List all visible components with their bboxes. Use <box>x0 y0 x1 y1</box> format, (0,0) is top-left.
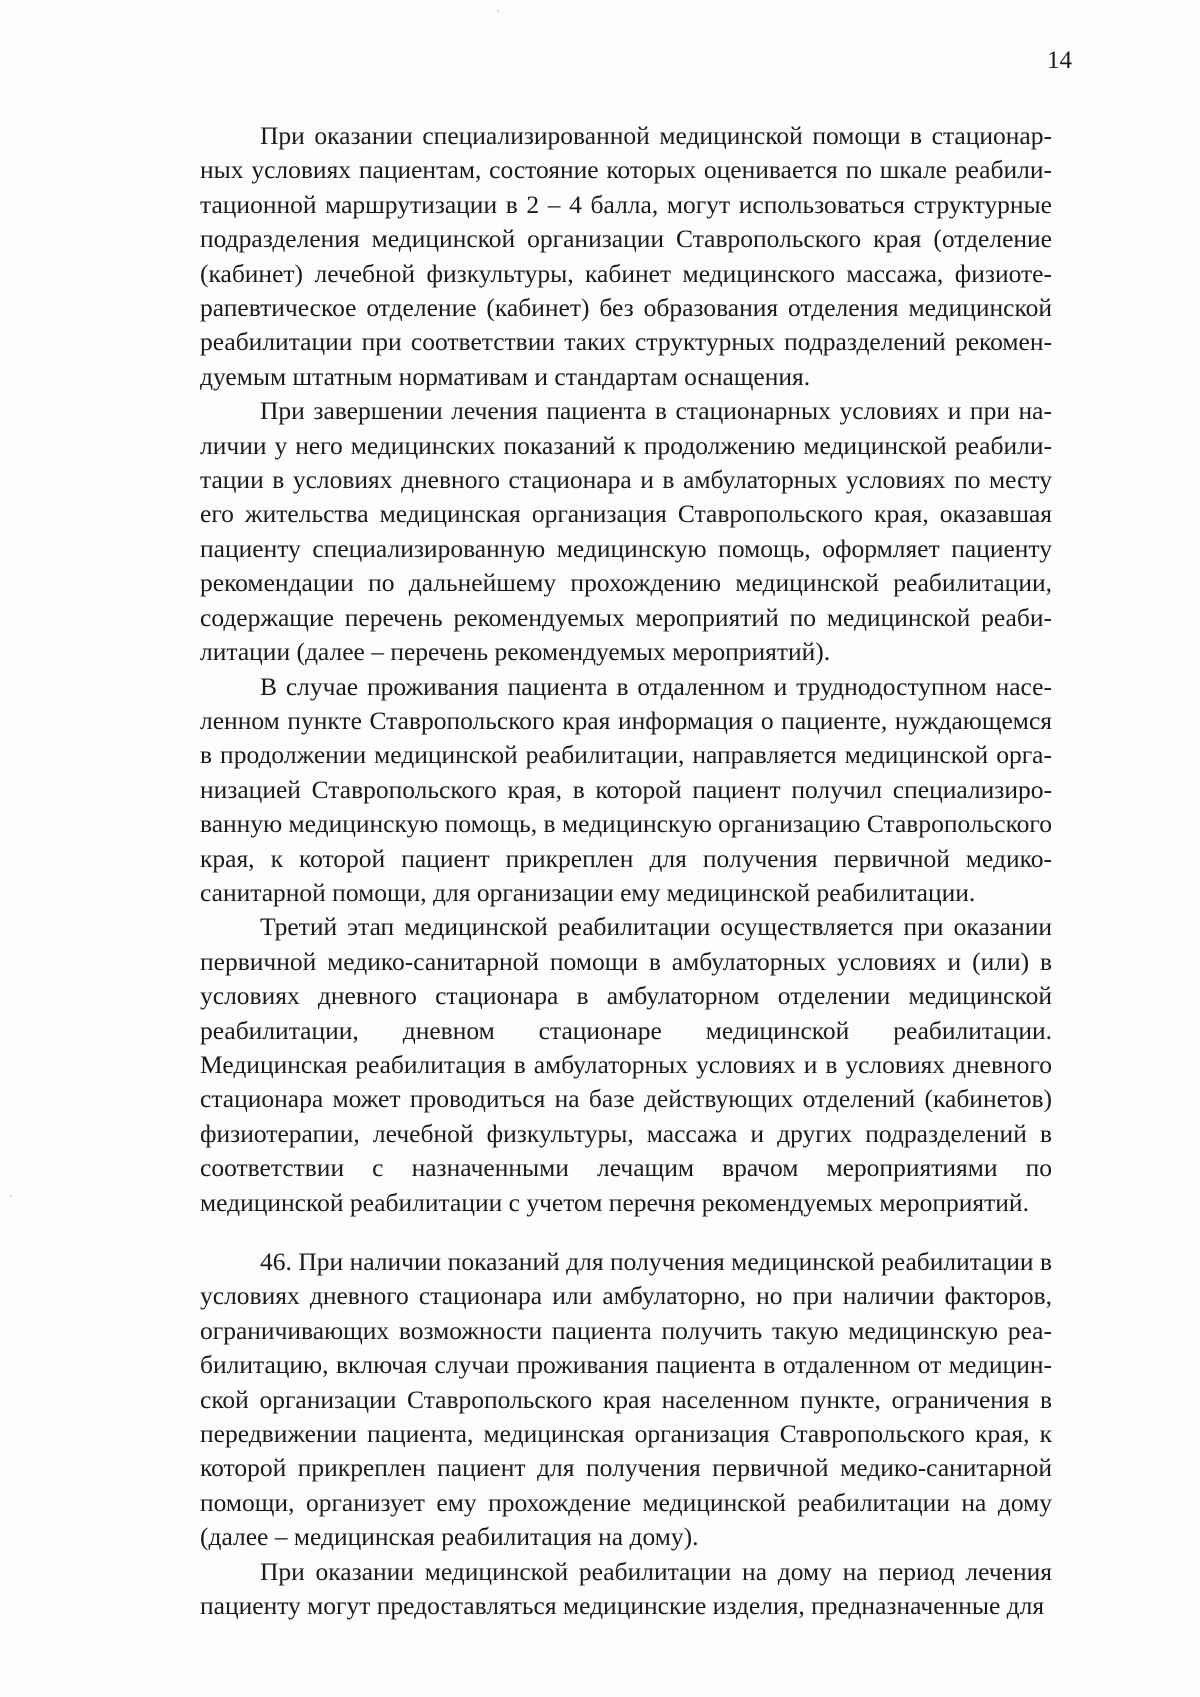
paragraph: При оказании специализированной медицинской помощи в стационарных условиях пациентам, состояние которых оценивается по шкале реабилитационной маршрутизации в 2 – 4 балла, могут использоваться структурные подразделения медицинской организации Ставропольского края (отделение (кабинет) лечебной физкультуры, кабинет медицинского массажа, физиотерапевтическое отделение (кабинет) без образования отделения медицинской реабилитации при соответствии таких структурных подразделений рекомендуемым штатным нормативам и стандартам оснащения. <box>200 121 1052 391</box>
scan-speck <box>497 10 499 12</box>
paragraph: При завершении лечения пациента в стационарных условиях и при наличии у него медицинских показаний к продолжению медицинской реабилитации в условиях дневного стационара и в амбулаторных условиях по месту его жительства медицинская организация Ставропольского края, оказавшая пациенту специализированную медицинскую помощь, оформляет пациенту рекомендации по дальнейшему прохождению медицинской реабилитации, содержащие перечень рекомендуемых мероприятий по медицинской реабилитации (далее – перечень рекомендуемых мероприятий). <box>200 396 1052 667</box>
paragraph: В случае проживания пациента в отдаленном и труднодоступном населенном пункте Ставропольского края информация о пациенте, нуждающемся в продолжении медицинской реабилитации, направляется медицинской организацией Ставропольского края, в которой пациент получил специализированную медицинскую помощь, в медицинскую организацию Ставропольского края, к которой пациент прикреплен для получения первичной медико-санитарной помощи, для организации ему медицинской реабилитации. <box>200 671 1052 907</box>
paragraph-item-46: 46. При наличии показаний для получения медицинской реабилитации в условиях дневного стационара или амбулаторно, но при наличии факторов, ограничивающих возможности пациента получить такую медицинскую реабилитацию, включая случаи проживания пациента в отдаленном от медицинской организации Ставропольского края населенном пункте, ограничения в передвижении пациента, медицинская организация Ставропольского края, к которой прикреплен пациент для получения первичной медико-санитарной помощи, организует ему прохождение медицинской реабилитации на дому (далее – медицинская реабилитация на дому). <box>200 1247 1052 1552</box>
document-body <box>200 119 1052 1623</box>
paragraph: При оказании медицинской реабилитации на дому на период лечения пациенту могут предоставляться медицинские изделия, предназначенные для <box>200 1556 1052 1621</box>
scan-speck <box>10 1195 12 1197</box>
page-number: 14 <box>1047 47 1072 74</box>
paragraph: Третий этап медицинской реабилитации осуществляется при оказании первичной медико-санитарной помощи в амбулаторных условиях и (или) в условиях дневного стационара в амбулаторном отделении медицинской реабилитации, дневном стационаре медицинской реабилитации. Медицинская реабилитация в амбулаторных условиях и в условиях дневного стационара может проводиться на базе действующих отделений (кабинетов) физиотерапии, лечебной физкультуры, массажа и других подразделений в соответствии с назначенными лечащим врачом мероприятиями по медицинской реабилитации с учетом перечня рекомендуемых мероприятий. <box>200 912 1052 1217</box>
